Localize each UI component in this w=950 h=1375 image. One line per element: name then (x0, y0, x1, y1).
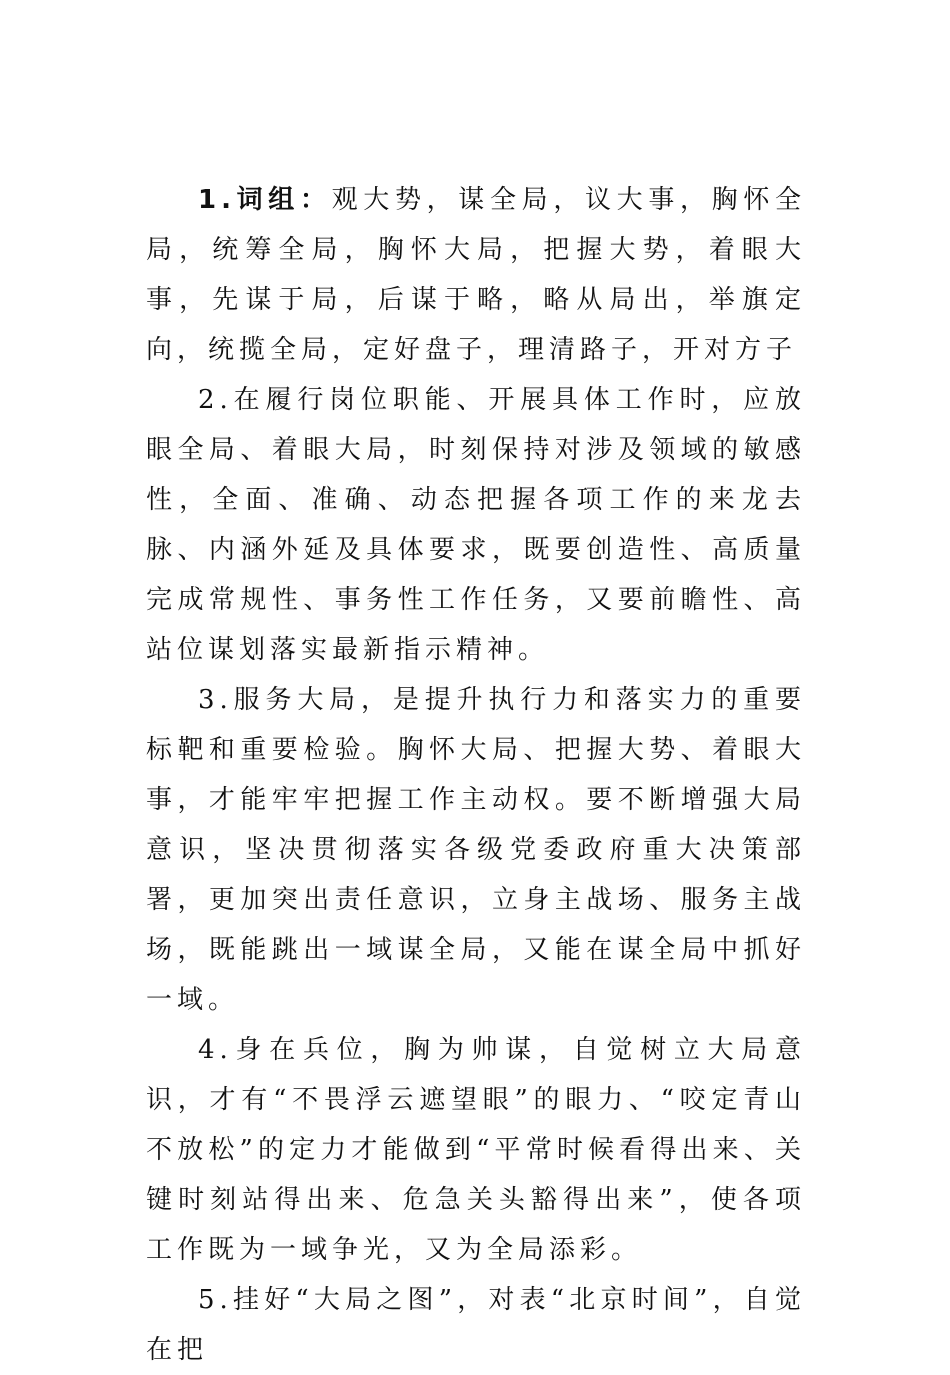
document-body (146, 175, 806, 1375)
paragraph-2-text: 2.在履行岗位职能、开展具体工作时，应放眼全局、着眼大局，时刻保持对涉及领域的敏感性，全面、准确、动态把握各项工作的来龙去脉、内涵外延及具体要求，既要创造性、高质量完成常规性、事务性工作任务，又要前瞻性、高站位谋划落实最新指示精神。 (146, 385, 806, 665)
paragraph-1 (146, 175, 806, 375)
paragraph-5 (146, 1275, 806, 1375)
paragraph-4 (146, 1025, 806, 1275)
paragraph-3-text: 3.服务大局，是提升执行力和落实力的重要标靶和重要检验。胸怀大局、把握大势、着眼大事，才能牢牢把握工作主动权。要不断增强大局意识，坚决贯彻落实各级党委政府重大决策部署，更加突出责任意识，立身主战场、服务主战场，既能跳出一域谋全局，又能在谋全局中抓好一域。 (146, 685, 806, 1015)
paragraph-5-text: 5.挂好“大局之图”，对表“北京时间”，自觉在把 (146, 1285, 806, 1365)
paragraph-4-text: 4.身在兵位，胸为帅谋，自觉树立大局意识，才有“不畏浮云遮望眼”的眼力、“咬定青山不放松”的定力才能做到“平常时候看得出来、关键时刻站得出来、危急关头豁得出来”，使各项工作既为一域争光，又为全局添彩。 (146, 1035, 806, 1265)
paragraph-3 (146, 675, 806, 1025)
paragraph-1-text: 观大势，谋全局，议大事，胸怀全局，统筹全局，胸怀大局，把握大势，着眼大事，先谋于局，后谋于略，略从局出，举旗定向，统揽全局，定好盘子，理清路子，开对方子 (146, 185, 806, 365)
paragraph-1-lead: 1.词组： (198, 185, 332, 215)
paragraph-2 (146, 375, 806, 675)
